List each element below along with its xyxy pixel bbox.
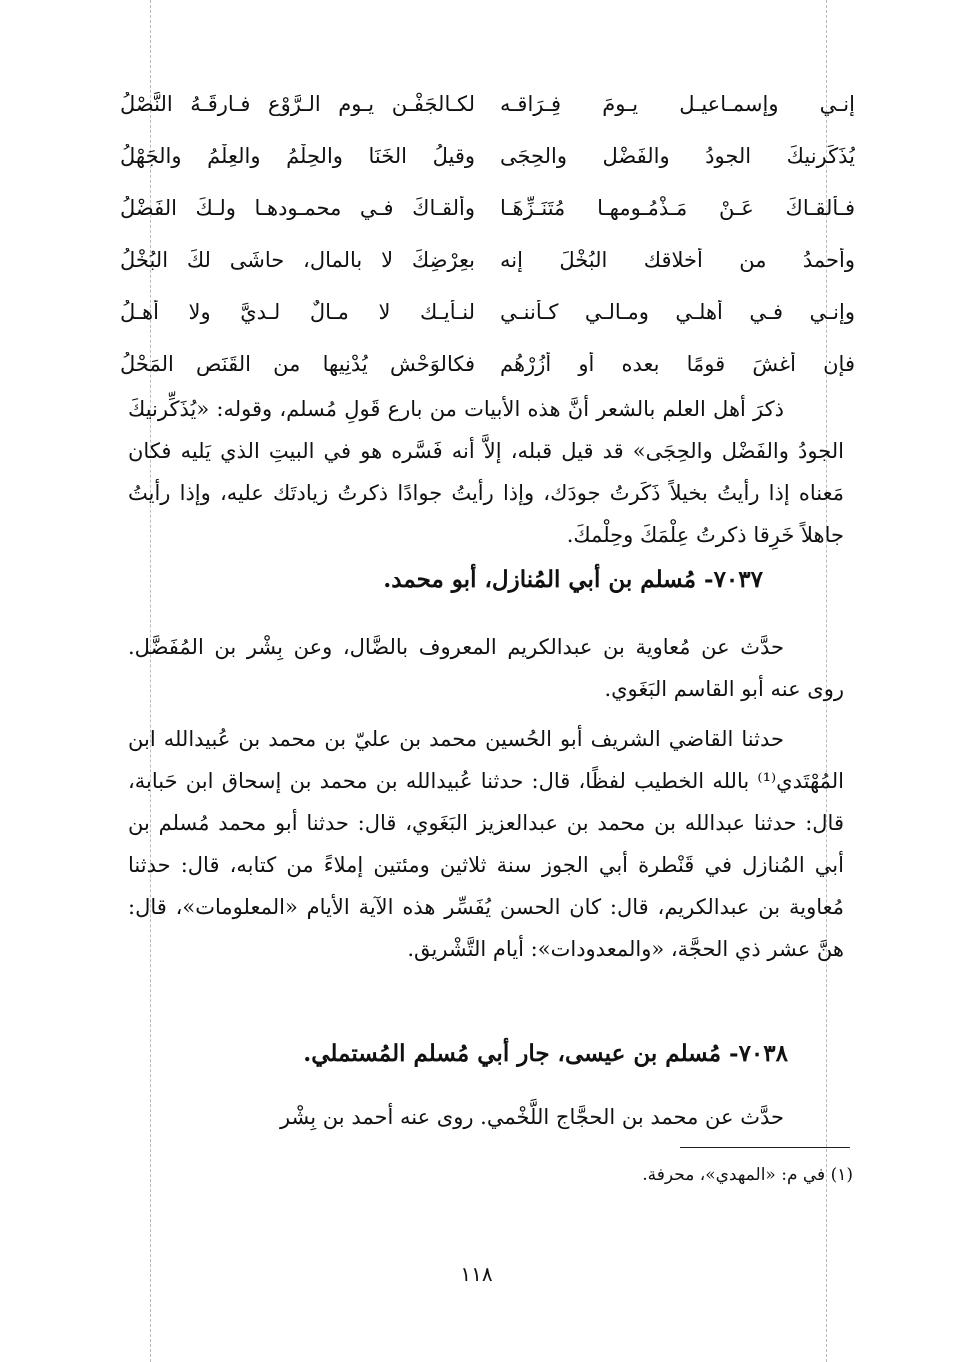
verse-line xyxy=(120,234,855,286)
poem-verses xyxy=(120,78,855,390)
verse-first-hemistich: إنـي وإسمـاعيـل يـومَ فِـرَاقـه xyxy=(500,92,855,116)
verse-first-hemistich: وإنـي فـي أهلـي ومـالـي كـأننـي xyxy=(500,300,855,324)
entry-7038-summary xyxy=(128,1096,844,1138)
verse-second-hemistich: فكالوَحْش يُدْنِيها من القَنَص المَحْلُ xyxy=(120,352,475,376)
entry-summary-paragraph: حدَّث عن محمد بن الحجَّاج اللَّخْمي. روى عنه أحمد بن بِشْر xyxy=(279,1105,784,1129)
footnote: (١) في م: «المهدي»، محرفة. xyxy=(642,1165,853,1185)
verse-second-hemistich: لنـأيـك لا مـالٌ لـديَّ ولا أهـلُ xyxy=(120,300,475,324)
entry-7037-summary xyxy=(128,626,844,710)
isnad-paragraph: حدثنا القاضي الشريف أبو الحُسين محمد بن عليّ بن محمد بن عُبيدالله ابن المُهْتَدي⁽¹⁾ بالله الخطيب لفظًا، قال: حدثنا عُبيدالله بن محمد بن إسحاق ابن حَبابة، قال: حدثنا عبدالله بن محمد بن عبدالعزيز البَغَوي، قال: حدثنا أبو محمد مُسلم بن أبي المُنازل في قَنْطرة أبي الجوز سنة ثلاثين ومئتين إملاءً من كتابه، قال: حدثنا مُعاوية بن عبدالكريم، قال: كان الحسن يُفَسِّر هذه الآية الأيام «المعلومات»، قال: هنَّ عشر ذي الحجَّة، «والمعدودات»: أيام التَّشْريق. xyxy=(128,727,844,961)
entry-heading-7038: ٧٠٣٨- مُسلم بن عيسى، جار أبي مُسلم المُستملي. xyxy=(303,1040,788,1067)
verse-first-hemistich: وأحمدُ من أخلاقك البُخْلَ إنه xyxy=(500,248,855,272)
entry-7037-isnad xyxy=(128,718,844,970)
commentary-block xyxy=(128,388,844,556)
verse-first-hemistich: فـألقـاكَ عَـنْ مَـذْمُـومهـا مُتَنَـزِّهَـا xyxy=(500,196,855,220)
verse-second-hemistich: لكـالجَفْـن يـوم الـرَّوْع فـارقَـهُ النَّصْلُ xyxy=(120,92,475,116)
verse-first-hemistich: يُذَكِّرنيكَ الجودُ والفَضْل والحِجَى xyxy=(500,144,855,168)
verse-second-hemistich: وقيلُ الخَنَا والحِلْمُ والعِلْمُ والجَهْلُ xyxy=(120,144,475,168)
verse-first-hemistich: فإن أغشَ قومًا بعده أو أزُرْهُم xyxy=(500,352,855,376)
verse-second-hemistich: بعِرْضِكَ لا بالمال، حاشَى لكَ البُخْلُ xyxy=(120,248,475,272)
verse-second-hemistich: وألقـاكَ فـي محمـودهـا ولـكَ الفَضْلُ xyxy=(120,196,475,220)
commentary-paragraph: ذكرَ أهل العلم بالشعر أنَّ هذه الأبيات من بارع قَولِ مُسلم، وقوله: «يُذَكِّرنيكَ الجودُ والفَضْل والحِجَى» قد قيل قبله، إلاَّ أنه فَسَّره هو في البيتِ الذي يَليه فكان مَعناه إذا رأيتُ بخيلاً ذَكَرتُ جودَك، وإذا رأيتُ جوادًا ذكرتُ زيادتَك عليه، وإذا رأيتُ جاهلاً خَرِقا ذكرتُ عِلْمَكَ وحِلْمكَ. xyxy=(128,397,844,547)
footnote-separator xyxy=(680,1147,850,1148)
page-number: ١١٨ xyxy=(460,1262,493,1286)
verse-line xyxy=(120,286,855,338)
verse-line xyxy=(120,338,855,390)
entry-summary-paragraph: حدَّث عن مُعاوية بن عبدالكريم المعروف بالضَّال، وعن بِشْر بن المُفَضَّل. روى عنه أبو القاسم البَغَوي. xyxy=(128,635,844,701)
verse-line xyxy=(120,78,855,130)
verse-line xyxy=(120,130,855,182)
verse-line xyxy=(120,182,855,234)
entry-heading-7037: ٧٠٣٧- مُسلم بن أبي المُنازل، أبو محمد. xyxy=(383,566,763,593)
